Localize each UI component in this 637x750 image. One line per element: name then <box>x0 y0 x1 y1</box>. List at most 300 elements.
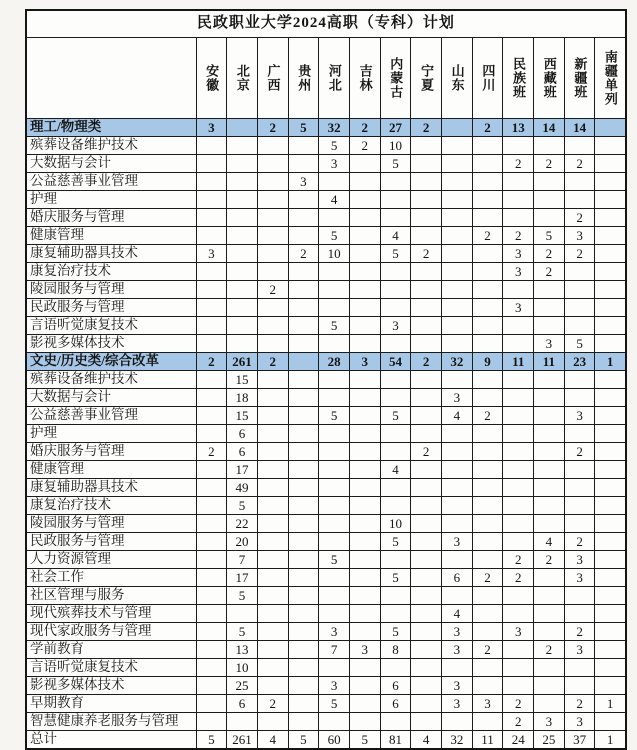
plan-count-cell <box>257 461 288 479</box>
plan-count-cell: 2 <box>503 569 534 587</box>
plan-count-cell <box>472 263 503 281</box>
plan-count-cell: 2 <box>257 695 288 713</box>
plan-count-cell <box>442 443 473 461</box>
plan-count-cell <box>534 695 565 713</box>
plan-count-cell <box>411 281 442 299</box>
plan-count-cell <box>380 479 411 497</box>
plan-count-cell <box>472 155 503 173</box>
plan-count-cell <box>319 479 350 497</box>
plan-count-cell <box>288 677 319 695</box>
plan-count-cell <box>380 587 411 605</box>
plan-count-cell <box>411 227 442 245</box>
program-row <box>26 677 626 695</box>
plan-count-cell: 6 <box>380 695 411 713</box>
plan-count-cell <box>257 569 288 587</box>
plan-count-cell <box>503 659 534 677</box>
plan-count-cell: 2 <box>472 569 503 587</box>
column-header: 吉林 <box>349 38 380 119</box>
plan-count-cell: 4 <box>380 461 411 479</box>
plan-count-cell <box>288 443 319 461</box>
plan-count-cell <box>288 659 319 677</box>
plan-count-cell <box>319 389 350 407</box>
program-row <box>26 245 626 263</box>
plan-count-cell <box>472 173 503 191</box>
plan-count-cell <box>595 317 626 335</box>
plan-count-cell <box>595 623 626 641</box>
plan-count-cell <box>349 605 380 623</box>
plan-count-cell <box>380 281 411 299</box>
highlighted-program-row <box>26 137 626 155</box>
program-row <box>26 623 626 641</box>
plan-count-cell: 2 <box>534 245 565 263</box>
plan-count-cell <box>411 317 442 335</box>
highlighted-program-row <box>26 281 626 299</box>
plan-count-cell: 2 <box>411 119 442 137</box>
plan-count-cell <box>595 227 626 245</box>
plan-count-cell <box>564 497 595 515</box>
plan-count-cell <box>227 227 258 245</box>
plan-count-cell: 5 <box>319 695 350 713</box>
program-name: 康复治疗技术 <box>26 497 196 515</box>
plan-count-cell: 10 <box>380 515 411 533</box>
plan-count-cell <box>595 281 626 299</box>
plan-count-cell: 2 <box>257 281 288 299</box>
plan-count-cell: 3 <box>534 335 565 353</box>
plan-count-cell <box>503 281 534 299</box>
plan-count-cell <box>319 299 350 317</box>
plan-count-cell <box>196 497 227 515</box>
plan-count-cell: 5 <box>380 245 411 263</box>
plan-count-cell: 5 <box>564 335 595 353</box>
plan-count-cell: 5 <box>227 587 258 605</box>
plan-count-cell: 3 <box>534 713 565 731</box>
plan-count-cell <box>472 605 503 623</box>
plan-count-cell: 3 <box>442 677 473 695</box>
program-name: 公益慈善事业管理 <box>26 407 196 425</box>
plan-count-cell: 5 <box>319 317 350 335</box>
plan-count-cell <box>349 263 380 281</box>
plan-count-cell <box>319 533 350 551</box>
plan-count-cell <box>564 659 595 677</box>
plan-count-cell <box>534 173 565 191</box>
plan-count-cell <box>196 317 227 335</box>
program-name: 言语听觉康复技术 <box>26 317 196 335</box>
plan-count-cell <box>349 443 380 461</box>
plan-count-cell <box>196 137 227 155</box>
plan-count-cell <box>196 371 227 389</box>
plan-count-cell <box>472 551 503 569</box>
column-header: 广西 <box>257 38 288 119</box>
program-row <box>26 587 626 605</box>
plan-count-cell <box>472 515 503 533</box>
column-header: 宁夏 <box>411 38 442 119</box>
plan-count-cell <box>196 713 227 731</box>
plan-count-cell <box>534 461 565 479</box>
plan-count-cell <box>564 191 595 209</box>
plan-count-cell <box>196 479 227 497</box>
plan-count-cell <box>503 587 534 605</box>
plan-count-cell <box>380 371 411 389</box>
plan-count-cell <box>227 173 258 191</box>
plan-count-cell <box>442 425 473 443</box>
plan-count-cell <box>196 425 227 443</box>
plan-count-cell <box>411 695 442 713</box>
plan-count-cell: 2 <box>564 695 595 713</box>
plan-count-cell <box>564 605 595 623</box>
plan-count-cell <box>257 443 288 461</box>
plan-count-cell <box>564 173 595 191</box>
plan-count-cell <box>595 335 626 353</box>
plan-count-cell <box>196 659 227 677</box>
plan-count-cell: 6 <box>227 425 258 443</box>
program-row <box>26 209 626 227</box>
plan-count-cell <box>288 209 319 227</box>
plan-count-cell: 4 <box>380 227 411 245</box>
plan-count-cell <box>196 533 227 551</box>
plan-count-cell <box>564 461 595 479</box>
plan-count-cell: 6 <box>227 443 258 461</box>
plan-count-cell <box>411 461 442 479</box>
plan-count-cell <box>503 191 534 209</box>
plan-count-cell <box>196 623 227 641</box>
plan-count-cell <box>227 713 258 731</box>
program-row <box>26 407 626 425</box>
plan-count-cell <box>319 659 350 677</box>
plan-count-cell: 2 <box>534 155 565 173</box>
plan-count-cell <box>288 479 319 497</box>
plan-count-cell: 9 <box>472 353 503 371</box>
plan-count-cell <box>595 245 626 263</box>
plan-count-cell <box>411 335 442 353</box>
plan-count-cell: 5 <box>319 407 350 425</box>
plan-count-cell: 6 <box>442 569 473 587</box>
plan-count-cell <box>411 497 442 515</box>
plan-count-cell <box>380 191 411 209</box>
plan-count-cell <box>380 389 411 407</box>
plan-count-cell <box>319 425 350 443</box>
plan-count-cell <box>442 551 473 569</box>
plan-count-cell <box>257 533 288 551</box>
plan-count-cell <box>319 713 350 731</box>
plan-count-cell <box>472 371 503 389</box>
plan-count-cell: 2 <box>472 641 503 659</box>
highlight-red-box <box>26 515 196 533</box>
plan-count-cell <box>472 479 503 497</box>
program-name: 康复辅助器具技术 <box>26 479 196 497</box>
plan-count-cell <box>534 137 565 155</box>
plan-count-cell <box>227 263 258 281</box>
plan-count-cell <box>472 497 503 515</box>
program-name: 婚庆服务与管理 <box>26 209 196 227</box>
plan-count-cell <box>257 677 288 695</box>
plan-count-cell <box>411 551 442 569</box>
plan-count-cell: 2 <box>257 119 288 137</box>
plan-count-cell: 261 <box>227 731 258 750</box>
plan-count-cell <box>503 389 534 407</box>
plan-count-cell <box>411 371 442 389</box>
plan-count-cell: 2 <box>534 551 565 569</box>
plan-count-cell <box>257 479 288 497</box>
plan-count-cell <box>411 641 442 659</box>
plan-count-cell: 24 <box>503 731 534 750</box>
plan-count-cell <box>503 173 534 191</box>
plan-count-cell <box>472 659 503 677</box>
plan-count-cell <box>472 335 503 353</box>
plan-count-cell: 3 <box>442 695 473 713</box>
plan-count-cell: 2 <box>349 119 380 137</box>
plan-count-cell: 3 <box>349 641 380 659</box>
plan-count-cell <box>411 137 442 155</box>
plan-count-cell: 2 <box>503 227 534 245</box>
plan-count-cell: 261 <box>227 353 258 371</box>
plan-count-cell: 3 <box>564 551 595 569</box>
program-name: 现代殡葬技术与管理 <box>26 605 196 623</box>
plan-count-cell: 27 <box>380 119 411 137</box>
plan-count-cell <box>196 695 227 713</box>
plan-count-cell <box>411 569 442 587</box>
plan-count-cell: 11 <box>503 353 534 371</box>
plan-count-cell <box>288 425 319 443</box>
plan-count-cell <box>595 299 626 317</box>
plan-count-cell <box>564 389 595 407</box>
section-header-row <box>26 119 626 137</box>
plan-count-cell <box>411 389 442 407</box>
plan-count-cell <box>349 317 380 335</box>
column-header: 内蒙古 <box>380 38 411 119</box>
plan-count-cell <box>380 659 411 677</box>
plan-count-cell <box>380 263 411 281</box>
section-name: 理工/物理类 <box>26 119 196 137</box>
plan-count-cell <box>503 497 534 515</box>
plan-count-cell <box>349 371 380 389</box>
plan-count-cell: 15 <box>227 407 258 425</box>
plan-count-cell <box>564 515 595 533</box>
plan-count-cell <box>196 587 227 605</box>
plan-count-cell <box>349 191 380 209</box>
plan-count-cell <box>472 677 503 695</box>
plan-count-cell: 3 <box>564 407 595 425</box>
plan-count-cell <box>196 155 227 173</box>
plan-count-cell <box>534 587 565 605</box>
plan-count-cell: 3 <box>472 695 503 713</box>
plan-count-cell <box>288 263 319 281</box>
plan-count-cell: 17 <box>227 569 258 587</box>
program-name: 护理 <box>26 425 196 443</box>
program-name: 总计 <box>26 731 196 750</box>
plan-count-cell <box>442 137 473 155</box>
plan-count-cell <box>257 515 288 533</box>
plan-count-cell: 3 <box>503 263 534 281</box>
plan-count-cell <box>349 299 380 317</box>
program-column-header-blank <box>26 38 196 119</box>
plan-count-cell <box>196 551 227 569</box>
plan-count-cell <box>595 425 626 443</box>
plan-count-cell: 2 <box>288 245 319 263</box>
plan-count-cell <box>227 605 258 623</box>
program-name: 大数据与会计 <box>26 155 196 173</box>
plan-count-cell <box>349 659 380 677</box>
plan-count-cell <box>380 425 411 443</box>
plan-count-cell <box>472 317 503 335</box>
highlighted-program-row <box>26 605 626 623</box>
plan-count-cell: 60 <box>319 731 350 750</box>
plan-count-cell: 6 <box>227 695 258 713</box>
plan-count-cell <box>288 515 319 533</box>
plan-count-cell <box>227 281 258 299</box>
plan-count-cell <box>349 695 380 713</box>
plan-count-cell <box>288 137 319 155</box>
section-header-row <box>26 353 626 371</box>
plan-count-cell: 3 <box>442 641 473 659</box>
plan-count-cell <box>595 371 626 389</box>
plan-count-cell: 2 <box>196 443 227 461</box>
plan-count-cell <box>442 227 473 245</box>
plan-count-cell <box>411 623 442 641</box>
plan-count-cell: 32 <box>442 353 473 371</box>
plan-count-cell <box>227 155 258 173</box>
plan-count-cell <box>196 461 227 479</box>
plan-count-cell: 2 <box>564 443 595 461</box>
plan-count-cell: 5 <box>380 623 411 641</box>
plan-count-cell <box>257 389 288 407</box>
plan-count-cell <box>503 479 534 497</box>
column-header: 安徽 <box>196 38 227 119</box>
plan-count-cell <box>380 497 411 515</box>
program-name: 大数据与会计 <box>26 389 196 407</box>
plan-count-cell: 2 <box>411 353 442 371</box>
program-name: 智慧健康养老服务与管理 <box>26 713 196 731</box>
plan-count-cell <box>288 551 319 569</box>
plan-count-cell <box>534 281 565 299</box>
plan-count-cell <box>319 209 350 227</box>
plan-count-cell <box>472 623 503 641</box>
plan-count-cell: 2 <box>257 353 288 371</box>
program-name: 陵园服务与管理 <box>26 281 196 299</box>
plan-count-cell <box>503 137 534 155</box>
plan-count-cell <box>288 569 319 587</box>
highlighted-program-row <box>26 515 626 533</box>
program-name: 影视多媒体技术 <box>26 677 196 695</box>
plan-count-cell <box>411 587 442 605</box>
program-row <box>26 425 626 443</box>
plan-count-cell: 1 <box>595 695 626 713</box>
plan-count-cell: 3 <box>442 533 473 551</box>
program-name: 陵园服务与管理 <box>26 515 196 533</box>
program-row <box>26 497 626 515</box>
plan-count-cell <box>349 569 380 587</box>
plan-count-cell <box>257 659 288 677</box>
program-name: 殡葬设备维护技术 <box>26 371 196 389</box>
plan-count-cell <box>411 605 442 623</box>
program-row <box>26 479 626 497</box>
program-name: 社会工作 <box>26 569 196 587</box>
plan-count-cell: 1 <box>595 731 626 750</box>
plan-count-cell <box>564 299 595 317</box>
plan-count-cell <box>257 605 288 623</box>
plan-count-cell <box>595 389 626 407</box>
plan-count-cell <box>595 407 626 425</box>
plan-count-cell <box>288 497 319 515</box>
total-row <box>26 731 626 750</box>
plan-count-cell <box>411 425 442 443</box>
section-name: 文史/历史类/综合改革 <box>26 353 196 371</box>
plan-count-cell <box>503 461 534 479</box>
program-row <box>26 335 626 353</box>
plan-count-cell: 5 <box>380 155 411 173</box>
plan-count-cell <box>288 533 319 551</box>
program-row <box>26 713 626 731</box>
plan-count-cell <box>595 605 626 623</box>
program-row <box>26 317 626 335</box>
plan-count-cell <box>595 659 626 677</box>
plan-count-cell <box>411 173 442 191</box>
plan-count-cell: 32 <box>319 119 350 137</box>
program-row <box>26 191 626 209</box>
plan-count-cell <box>411 155 442 173</box>
plan-count-cell: 5 <box>380 407 411 425</box>
plan-count-cell: 4 <box>411 731 442 750</box>
plan-count-cell <box>380 551 411 569</box>
plan-count-cell: 5 <box>319 137 350 155</box>
program-name: 民政服务与管理 <box>26 299 196 317</box>
program-name: 民政服务与管理 <box>26 533 196 551</box>
plan-count-cell <box>595 461 626 479</box>
plan-count-cell: 49 <box>227 479 258 497</box>
plan-count-cell: 5 <box>288 119 319 137</box>
plan-count-cell <box>257 713 288 731</box>
plan-count-cell: 14 <box>534 119 565 137</box>
program-row <box>26 155 626 173</box>
program-row <box>26 263 626 281</box>
plan-count-cell: 5 <box>227 497 258 515</box>
plan-count-cell <box>472 533 503 551</box>
plan-count-cell <box>534 191 565 209</box>
plan-count-cell: 3 <box>288 173 319 191</box>
plan-count-cell <box>227 317 258 335</box>
plan-count-cell <box>595 443 626 461</box>
plan-count-cell <box>380 299 411 317</box>
plan-count-cell <box>319 461 350 479</box>
plan-count-cell <box>288 389 319 407</box>
plan-count-cell <box>257 137 288 155</box>
plan-count-cell <box>380 605 411 623</box>
plan-count-cell: 5 <box>196 731 227 750</box>
plan-count-cell <box>288 335 319 353</box>
plan-count-cell <box>319 443 350 461</box>
program-row <box>26 659 626 677</box>
plan-count-cell <box>503 335 534 353</box>
plan-count-cell <box>196 173 227 191</box>
plan-count-cell <box>442 299 473 317</box>
program-name: 社区管理与服务 <box>26 587 196 605</box>
program-name: 康复治疗技术 <box>26 263 196 281</box>
plan-count-cell: 4 <box>534 533 565 551</box>
plan-count-cell <box>442 245 473 263</box>
plan-count-cell: 5 <box>380 569 411 587</box>
plan-count-cell <box>257 497 288 515</box>
plan-count-cell: 3 <box>503 245 534 263</box>
highlight-red-box <box>26 605 196 623</box>
plan-count-cell <box>196 299 227 317</box>
program-name: 殡葬设备维护技术 <box>26 137 196 155</box>
plan-count-cell: 28 <box>319 353 350 371</box>
plan-count-cell: 13 <box>227 641 258 659</box>
plan-count-cell <box>442 209 473 227</box>
plan-count-cell: 5 <box>319 551 350 569</box>
plan-count-cell: 54 <box>380 353 411 371</box>
plan-count-cell <box>319 281 350 299</box>
plan-count-cell <box>288 353 319 371</box>
